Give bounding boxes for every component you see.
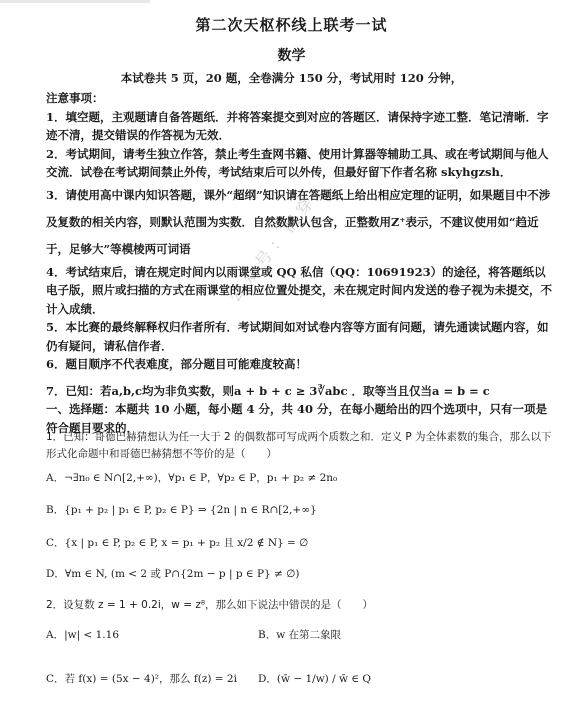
question-1-option-d: D．∀m ∈ N, (m < 2 或 P∩{2m − p | p ∈ P} ≠ ∅) — [46, 568, 300, 580]
watermark: 公众号：洞穿 — [224, 189, 321, 306]
question-2-stem: 2．设复数 z = 1 + 0.2i，w = z⁸，那么如下说法中错误的是（ ） — [46, 599, 374, 611]
notice-heading: 注意事项： — [46, 91, 104, 105]
section-heading: 一、选择题：本题共 10 小题，每小题 4 分，共 40 分，在每小题给出的四个选项中，只有一项是符合题目要求的． — [46, 402, 548, 435]
question-1-option-c: C．{x | p₁ ∈ P, p₂ ∈ P, x = p₁ + p₂ 且 x/2 ∉ N} = ∅ — [46, 537, 309, 549]
question-2-option-c: C．若 f(x) = (5x − 4)²，那么 f(z) = 2i — [46, 673, 237, 685]
notice-item: 3．请使用高中课内知识答题，课外“超纲”知识请在答题纸上给出相应定理的证明，如果题目中不涉及复数的相关内容，则默认范围为实数．自然数默认包含，正整数用Z⁺表示，不建议使用如“趋近于，足够大”等模棱两可词语 — [46, 187, 551, 256]
notice-item: 5．本比赛的最终解释权归作者所有．考试期间如对试卷内容等方面有问题，请先通读试题内容，如仍有疑问，请私信作者． — [46, 320, 549, 353]
notice-block — [46, 89, 556, 437]
exam-subject: 数学 — [277, 48, 306, 64]
notice-item: 2．考试期间，请考生独立作答，禁止考生查网书籍、使用计算器等辅助工具、或在考试期间与他人交流．试卷在考试期间禁止外传，考试结束后可以外传，但最好留下作者名称 skyhgzsh． — [46, 146, 549, 179]
exam-meta: 本试卷共 5 页，20 题，全卷满分 150 分，考试用时 120 分钟， — [120, 71, 463, 85]
question-2-option-a: A．|w| < 1.16 — [46, 629, 119, 641]
question-1-option-a: A．¬∃n₀ ∈ N∩[2,+∞)，∀p₁ ∈ P，∀p₂ ∈ P，p₁ + p₂ ≠ 2n₀ — [46, 472, 338, 484]
question-1-stem: 1．已知：哥德巴赫猜想认为任一大于 2 的偶数都可写成两个质数之和．定义 P 为全体素数的集合，那么以下形式化命题中和哥德巴赫猜想不等价的是（ ） — [46, 431, 552, 460]
question-2-option-b: B．w 在第二象限 — [258, 629, 342, 641]
question-2-option-d: D．(w̄ − 1/w) / w̄ ∈ Q — [258, 673, 372, 685]
notice-item: 6．题目顺序不代表难度，部分题目可能难度较高！ — [46, 357, 307, 371]
notice-item: 7．已知：若a,b,c均为非负实数，则a + b + c ≥ 3∛abc ．取等当且仅当a = b = c — [46, 383, 490, 398]
notice-item: 1．填空题，主观题请自备答题纸．并将答案提交到对应的答题区．请保持字迹工整．笔记清晰．字迹不清，提交错误的作答视为无效． — [46, 109, 549, 142]
exam-title: 第二次天枢杯线上联考一试 — [195, 16, 388, 34]
question-1-option-b: B．{p₁ + p₂ | p₁ ∈ P, p₂ ∈ P} ⇒ {2n | n ∈ R∩[2,+∞} — [46, 504, 317, 516]
notice-item: 4．考试结束后，请在规定时间内以雨课堂或 QQ 私信（QQ：10691923）的途径，将答题纸以电子版，照片或扫描的方式在雨课堂的相应位置处提交，未在规定时间内发送的卷子视为未提交，不计入成绩． — [46, 264, 552, 316]
header-decoration — [0, 0, 150, 3]
